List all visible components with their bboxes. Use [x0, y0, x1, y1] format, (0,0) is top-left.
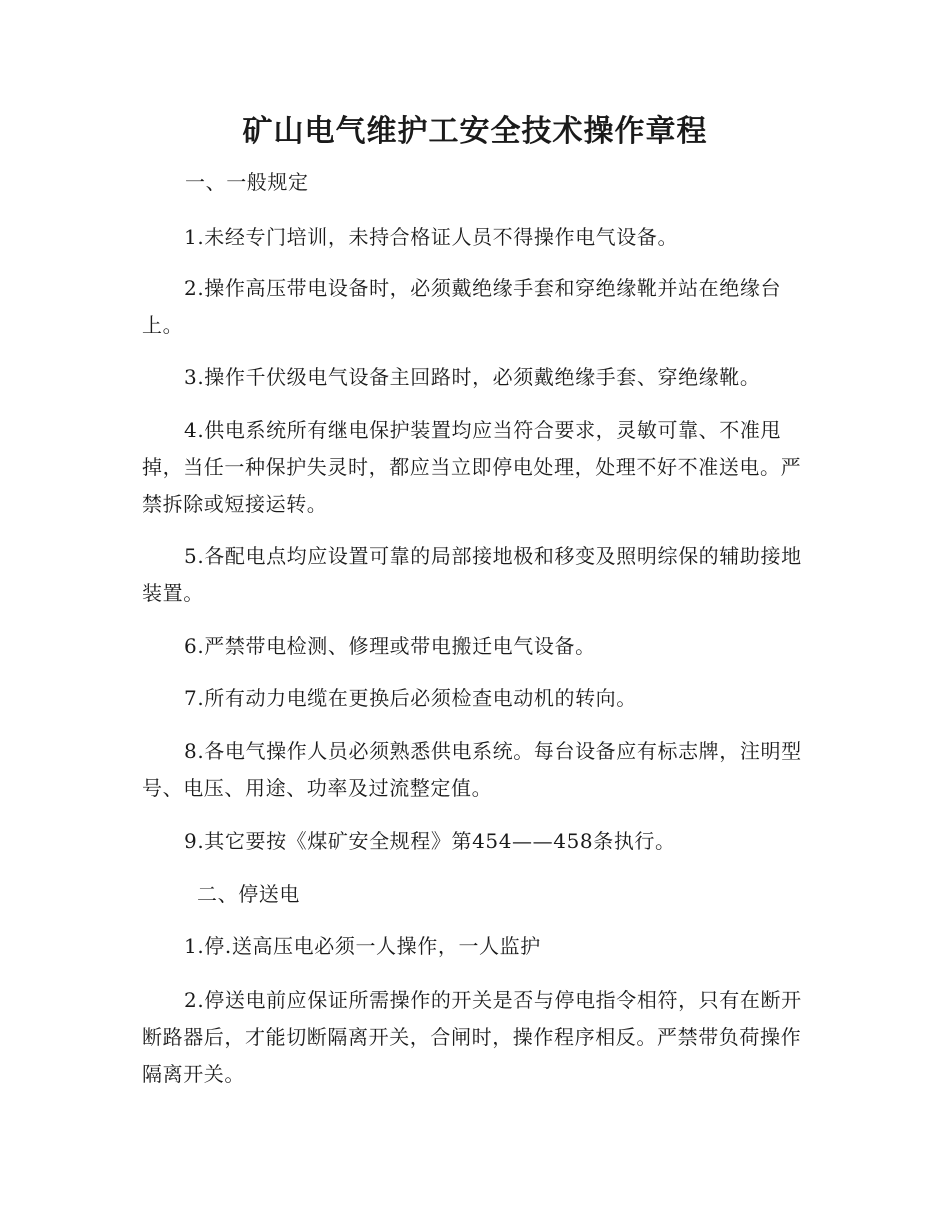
- rule-paragraph: 3.操作千伏级电气设备主回路时，必须戴绝缘手套、穿绝缘靴。: [184, 365, 761, 389]
- section-heading-power: 二、停送电: [197, 882, 300, 906]
- rule-paragraph: 8.各电气操作人员必须熟悉供电系统。每台设备应有标志牌，注明型号、电压、用途、功率及过流整定值。: [142, 739, 802, 800]
- rule-paragraph: 6.严禁带电检测、修理或带电搬迁电气设备。: [184, 634, 596, 658]
- rule-paragraph: 4.供电系统所有继电保护装置均应当符合要求，灵敏可靠、不准甩掉，当任一种保护失灵时，都应当立即停电处理，处理不好不准送电。严禁拆除或短接运转。: [142, 418, 802, 516]
- section-heading-general: 一、一般规定: [185, 170, 309, 194]
- rule-paragraph: 9.其它要按《煤矿安全规程》第454——458条执行。: [184, 829, 676, 853]
- document-title: 矿山电气维护工安全技术操作章程: [242, 114, 708, 149]
- rule-paragraph: 1.停.送高压电必须一人操作，一人监护: [184, 934, 541, 958]
- rule-paragraph: 2.操作高压带电设备时，必须戴绝缘手套和穿绝缘靴并站在绝缘台上。: [142, 276, 782, 337]
- rule-paragraph: 2.停送电前应保证所需操作的开关是否与停电指令相符，只有在断开断路器后，才能切断隔离开关，合闸时，操作程序相反。严禁带负荷操作隔离开关。: [142, 988, 802, 1086]
- rule-paragraph: 7.所有动力电缆在更换后必须检查电动机的转向。: [184, 686, 637, 710]
- rule-paragraph: 1.未经专门培训，未持合格证人员不得操作电气设备。: [184, 225, 679, 249]
- rule-paragraph: 5.各配电点均应设置可靠的局部接地极和移变及照明综保的辅助接地装置。: [142, 544, 802, 605]
